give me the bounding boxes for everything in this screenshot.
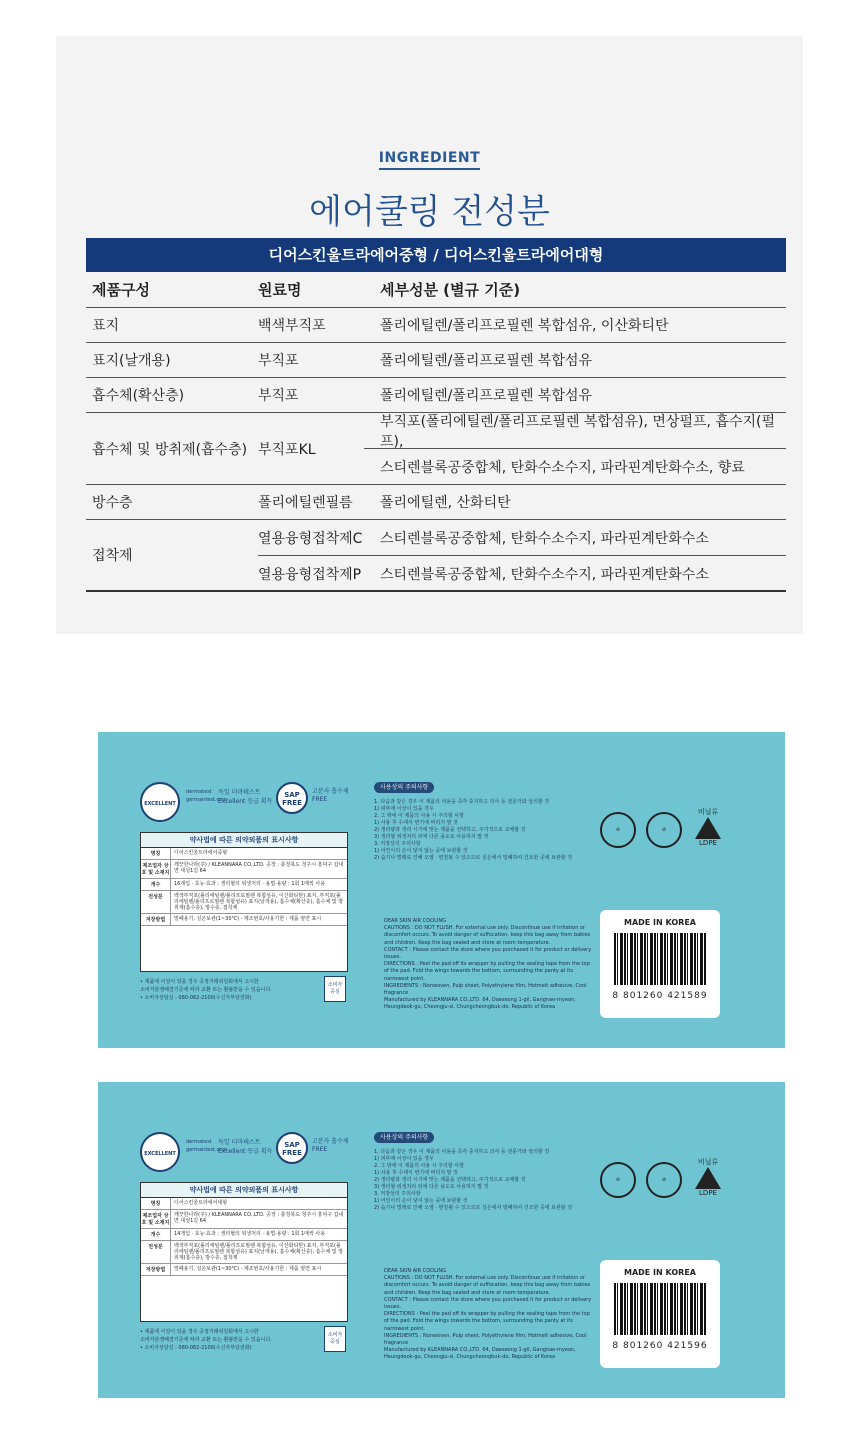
- table-row: 표지 백색부직포 폴리에틸렌/폴리프로필렌 복합섬유, 이산화티탄: [86, 308, 786, 343]
- header-material: 원료명: [258, 281, 302, 299]
- recycle-label: LDPE: [699, 1189, 717, 1197]
- label-title: 약사법에 따른 의약외품의 표시사항: [141, 833, 347, 848]
- barcode: [600, 1260, 720, 1368]
- label-box: [140, 1182, 348, 1322]
- excellent-text: 독일 더마테스트 Excellent 등급 획득: [218, 789, 273, 805]
- label-row: 전성분 백색부직포(폴리에틸렌/폴리프로필렌 복합섬유, 이산화티탄) 표지, 부직포(폴리에틸렌/폴리프로필렌 복합섬유) 표지(날개용), 흡수체(확산층), 흡수체 및 방취제(흡수층), 방수층, 접착제: [141, 1241, 347, 1264]
- consumer-badge: 소비자 중심: [324, 976, 346, 1002]
- barcode: [600, 910, 720, 1018]
- no-flush-icon: ⊘: [600, 1162, 636, 1198]
- label-row: 명칭 디어스킨울트라에어대형: [141, 1198, 347, 1210]
- english-text: DEAR SKIN AIR COOLING CAUTIONS : DO NOT FLUSH. For external use only. Discontinue use if irritation or discomfort occurs. To avoid danger of suffocation, keep this bag away from babies and children. Keep the bag sealed and store at room temperature. CONTACT : Please contact the store where you purchased it for product or delivery issues. DIRECTIONS : Peel the pad off its wrapper by pulling the sealing tape from the top of the pad. Fold the wings towards the bottom, surrounding the panty at its narrowest point. INGREDIENTS : Nonwoven, Pulp sheet, Polyethylene film, Hotmelt adhesive, Cool fragrance Manufactured by KLEANNARA CO.,LTD. 64, Daeseong 1-gil, Gangnae-myeon, Heungdeok-gu, Cheongju-si, Chungcheongbuk-do, Republic of Korea: [384, 918, 592, 1011]
- excellent-badge: EXCELLENT: [140, 1132, 180, 1172]
- cautions-text: 1. 다음과 같은 경우 이 제품의 사용을 즉각 중지하고 의사 등 전문가와 상의할 것 1) 피부에 이상이 있을 경우 2. 그 밖에 이 제품의 사용 시 주의할 사항 1) 사용 후 수세식 변기에 버리지 말 것 2) 생리량과 생리 시기에 맞는 제품을 선택하고, 주기적으로 교체할 것 3) 생리혈 위생처리 외에 다른 용도로 사용하지 말 것 3. 저장상의 주의사항 1) 어린이의 손이 닿지 않는 곳에 보관할 것 2) 습기나 벌레로 인해 오염 · 변질될 수 있으므로 실온에서 밀폐하여 건조한 곳에 보관할 것: [374, 799, 573, 861]
- made-in-label: MADE IN KOREA: [624, 1268, 696, 1277]
- recycle-icon: 비닐류 LDPE: [688, 807, 728, 853]
- label-footnote: • 제품에 이상이 있을 경우 공정거래위원회에서 고시한 소비자분쟁해결기준에 따라 교환 또는 환불받을 수 있습니다. • 소비자상담실 : 080-082-2100(수신자부담전화): [140, 1329, 272, 1351]
- consumer-badge: 소비자 중심: [324, 1326, 346, 1352]
- sap-free-badge: SAP FREE: [276, 1132, 308, 1164]
- cautions-block: [374, 1132, 604, 1212]
- ingredient-table: [86, 238, 786, 592]
- caution-tag: 사용상의 주의사항: [374, 1132, 434, 1143]
- label-row: 전성분 백색부직포(폴리에틸렌/폴리프로필렌 복합섬유, 이산화티탄) 표지, 부직포(폴리에틸렌/폴리프로필렌 복합섬유) 표지(날개용), 흡수체(확산층), 흡수체 및 방취제(흡수층), 방수층, 접착제: [141, 891, 347, 914]
- label-row: 제조업자 상호 및 소재지 깨끗한나라(주) / KLEANNARA CO.,LTD. 공장 : 충청북도 청주시 흥덕구 갑내면 대성1길 64: [141, 1210, 347, 1229]
- barcode-bars: [614, 1283, 706, 1335]
- table-row: 흡수체(확산층) 부직포 폴리에틸렌/폴리프로필렌 복합섬유: [86, 378, 786, 413]
- table-header: [86, 272, 786, 308]
- package-image: [98, 1082, 785, 1398]
- header-detail: 세부성분 (별규 기준): [380, 281, 521, 299]
- label-footnote: • 제품에 이상이 있을 경우 공정거래위원회에서 고시한 소비자분쟁해결기준에 따라 교환 또는 환불받을 수 있습니다. • 소비자상담실 : 080-082-2100(수신자부담전화): [140, 979, 272, 1001]
- barcode-bars: [614, 933, 706, 985]
- barcode-number: 8 801260 421596: [612, 1341, 708, 1351]
- sap-text: 고분자 흡수체 FREE: [312, 788, 349, 803]
- caution-tag: 사용상의 주의사항: [374, 782, 434, 793]
- table-row: 흡수체 및 방취제(흡수층) 부직포KL 부직포(폴리에틸렌/폴리프로필렌 복합섬유), 면상펄프, 흡수지(펄프), 스티렌블록공중합체, 탄화수소수지, 파라핀계탄화수소, 향료: [86, 413, 786, 485]
- sap-free-badge: SAP FREE: [276, 782, 308, 814]
- made-in-label: MADE IN KOREA: [624, 918, 696, 927]
- recycle-label: LDPE: [699, 839, 717, 847]
- label-row: 개수 16개입 · 효능·효과 : 생리혈의 위생처리 · 용법·용량 : 1회 1매씩 사용: [141, 879, 347, 891]
- label-row: 개수 14개입 · 효능·효과 : 생리혈의 위생처리 · 용법·용량 : 1회 1매씩 사용: [141, 1229, 347, 1241]
- cautions-text: 1. 다음과 같은 경우 이 제품의 사용을 즉각 중지하고 의사 등 전문가와 상의할 것 1) 피부에 이상이 있을 경우 2. 그 밖에 이 제품의 사용 시 주의할 사항 1) 사용 후 수세식 변기에 버리지 말 것 2) 생리량과 생리 시기에 맞는 제품을 선택하고, 주기적으로 교체할 것 3) 생리혈 위생처리 외에 다른 용도로 사용하지 말 것 3. 저장상의 주의사항 1) 어린이의 손이 닿지 않는 곳에 보관할 것 2) 습기나 벌레로 인해 오염 · 변질될 수 있으므로 실온에서 밀폐하여 건조한 곳에 보관할 것: [374, 1149, 573, 1211]
- label-row: 저장방법 밀폐용기, 실온보관(1~30℃) · 제조번호/사용기한 : 제품 옆면 표시: [141, 1264, 347, 1276]
- warning-icons: [600, 812, 682, 848]
- no-toilet-icon: ⊘: [646, 812, 682, 848]
- warning-icons: [600, 1162, 682, 1198]
- table-row: 접착제 열용융형접착제C 스티렌블록공중합체, 탄화수소수지, 파라핀계탄화수소 열용융형접착제P 스티렌블록공중합체, 탄화수소수지, 파라핀계탄화수소: [86, 520, 786, 592]
- label-row: 명칭 디어스킨울트라에어중형: [141, 848, 347, 860]
- barcode-number: 8 801260 421589: [612, 991, 708, 1001]
- cautions-block: [374, 782, 604, 862]
- table-row: 방수층 폴리에틸렌필름 폴리에틸렌, 산화티탄: [86, 485, 786, 520]
- excellent-text: 독일 더마테스트 Excellent 등급 획득: [218, 1139, 273, 1155]
- recycle-icon: 비닐류 LDPE: [688, 1157, 728, 1203]
- sap-text: 고분자 흡수체 FREE: [312, 1138, 349, 1153]
- table-row: 표지(날개용) 부직포 폴리에틸렌/폴리프로필렌 복합섬유: [86, 343, 786, 378]
- label-row: 제조업자 상호 및 소재지 깨끗한나라(주) / KLEANNARA CO.,LTD. 공장 : 충청북도 청주시 흥덕구 갑내면 대성1길 64: [141, 860, 347, 879]
- label-box: [140, 832, 348, 972]
- excellent-badge: EXCELLENT: [140, 782, 180, 822]
- no-toilet-icon: ⊘: [646, 1162, 682, 1198]
- dermatest-site: dermatest germantest.com: [186, 1139, 228, 1153]
- dermatest-site: dermatest germantest.com: [186, 789, 228, 803]
- english-text: DEAR SKIN AIR COOLING CAUTIONS : DO NOT FLUSH. For external use only. Discontinue use if irritation or discomfort occurs. To avoid danger of suffocation, keep this bag away from babies and children. Keep the bag sealed and store at room temperature. CONTACT : Please contact the store where you purchased it for product or delivery issues. DIRECTIONS : Peel the pad off its wrapper by pulling the sealing tape from the top of the pad. Fold the wings towards the bottom, surrounding the panty at its narrowest point. INGREDIENTS : Nonwoven, Pulp sheet, Polyethylene film, Hotmelt adhesive, Cool fragrance Manufactured by KLEANNARA CO.,LTD. 64, Daeseong 1-gil, Gangnae-myeon, Heungdeok-gu, Cheongju-si, Chungcheongbuk-do, Republic of Korea: [384, 1268, 592, 1361]
- section-eyebrow: INGREDIENT: [379, 150, 480, 170]
- label-title: 약사법에 따른 의약외품의 표시사항: [141, 1183, 347, 1198]
- header-part: 제품구성: [92, 281, 150, 299]
- section-title: 에어쿨링 전성분: [309, 192, 550, 232]
- label-row: 저장방법 밀폐용기, 실온보관(1~30℃) · 제조번호/사용기한 : 제품 옆면 표시: [141, 914, 347, 926]
- package-image: [98, 732, 785, 1048]
- no-flush-icon: ⊘: [600, 812, 636, 848]
- table-band: 디어스킨울트라에어중형 / 디어스킨울트라에어대형: [86, 238, 786, 272]
